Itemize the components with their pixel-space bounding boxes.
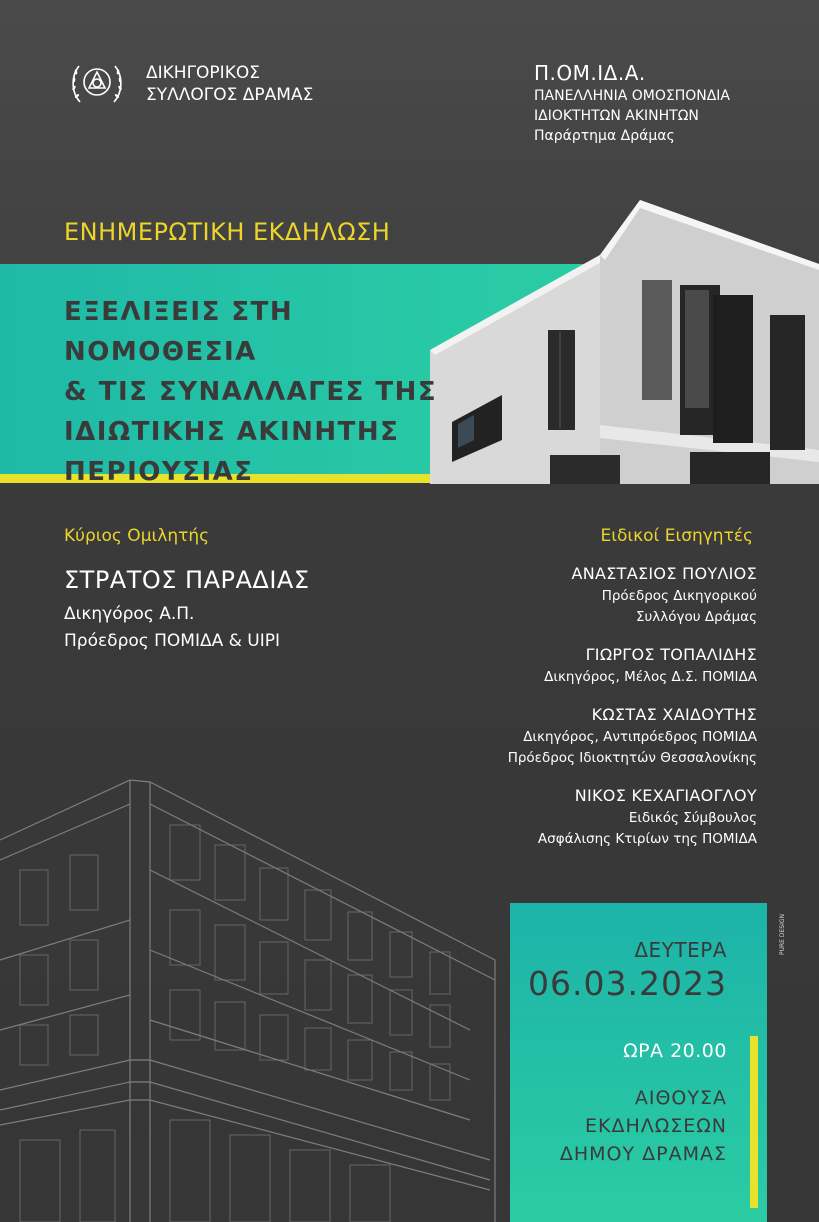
event-title-line-4: ΠΕΡΙΟΥΣΙΑΣ [64,457,254,487]
designer-credit-text: PURE DESIGN [779,913,786,955]
event-title-line-2: & ΤΙΣ ΣΥΝΑΛΛΑΓΕΣ ΤΗΣ [64,377,438,407]
event-title [64,292,484,492]
wireframe-building-illustration [0,760,500,1222]
speaker-entry [544,643,757,688]
speaker-entry [538,784,757,850]
modern-building-photo [430,200,819,484]
speaker-role: Ειδικός Σύμβουλος [628,810,757,826]
speaker-role: Δικηγόρος, Μέλος Δ.Σ. ΠΟΜΙΔΑ [544,669,757,685]
speaker-name: ΑΝΑΣΤΑΣΙΟΣ ΠΟΥΛΙΟΣ [571,564,757,583]
pomida-line-1: ΠΑΝΕΛΛΗΝΙΑ ΟΜΟΣΠΟΝΔΙΑ [534,88,730,104]
speaker-role: Ασφάλισης Κτιρίων της ΠΟΜΙΔΑ [537,831,757,847]
event-type-heading: ΕΝΗΜΕΡΩΤΙΚΗ ΕΚΔΗΛΩΣΗ [64,218,391,246]
special-speakers-label: Ειδικοί Εισηγητές [600,526,753,546]
pomida-line-3: Παράρτημα Δράμας [534,128,675,144]
event-date: 06.03.2023 [528,964,727,1003]
event-title-line-3: ΙΔΙΩΤΙΚΗΣ ΑΚΙΝΗΤΗΣ [64,417,400,447]
main-speaker-name: ΣΤΡΑΤΟΣ ΠΑΡΑΔΙΑΣ [64,566,310,594]
speaker-name: ΝΙΚΟΣ ΚΕΧΑΓΙΑΟΓΛΟΥ [574,786,757,805]
speaker-name: ΚΩΣΤΑΣ ΧΑΙΔΟΥΤΗΣ [591,705,757,724]
designer-credit [779,905,791,965]
speaker-entry [508,703,757,769]
speaker-entry [572,562,757,628]
event-venue [510,1084,727,1168]
venue-line-3: ΔΗΜΟΥ ΔΡΑΜΑΣ [559,1143,727,1165]
event-day: ΔΕΥΤΕΡΑ [634,938,727,962]
speaker-name: ΓΙΩΡΓΟΣ ΤΟΠΑΛΙΔΗΣ [585,645,757,664]
main-speaker-role-2: Πρόεδρος ΠΟΜΙΔΑ & UIPI [64,631,281,651]
pomida-organization [534,60,730,146]
event-time: ΩΡΑ 20.00 [623,1040,727,1062]
event-title-line-1: ΕΞΕΛΙΞΕΙΣ ΣΤΗ ΝΟΜΟΘΕΣΙΑ [64,297,294,367]
bar-association-emblem-icon [68,58,126,110]
speaker-role: Συλλόγου Δράμας [635,609,757,625]
pomida-line-2: ΙΔΙΟΚΤΗΤΩΝ ΑΚΙΝΗΤΩΝ [534,108,699,124]
bar-association-line-1: ΔΙΚΗΓΟΡΙΚΟΣ [146,63,260,83]
speaker-role: Δικηγόρος, Αντιπρόεδρος ΠΟΜΙΔΑ [523,729,757,745]
bar-association-line-2: ΣΥΛΛΟΓΟΣ ΔΡΑΜΑΣ [146,85,314,105]
venue-line-2: ΕΚΔΗΛΩΣΕΩΝ [584,1115,727,1137]
pomida-acronym: Π.ΟΜ.ΙΔ.Α. [534,61,646,85]
bar-association-name [146,62,313,106]
venue-line-1: ΑΙΘΟΥΣΑ [634,1087,727,1109]
speaker-role: Πρόεδρος Ιδιοκτητών Θεσσαλονίκης [507,750,757,766]
main-speaker-label: Κύριος Ομιλητής [64,526,210,546]
date-panel-accent-line [750,1036,758,1208]
main-speaker-role-1: Δικηγόρος Α.Π. [64,604,195,624]
speaker-role: Πρόεδρος Δικηγορικού [601,588,757,604]
